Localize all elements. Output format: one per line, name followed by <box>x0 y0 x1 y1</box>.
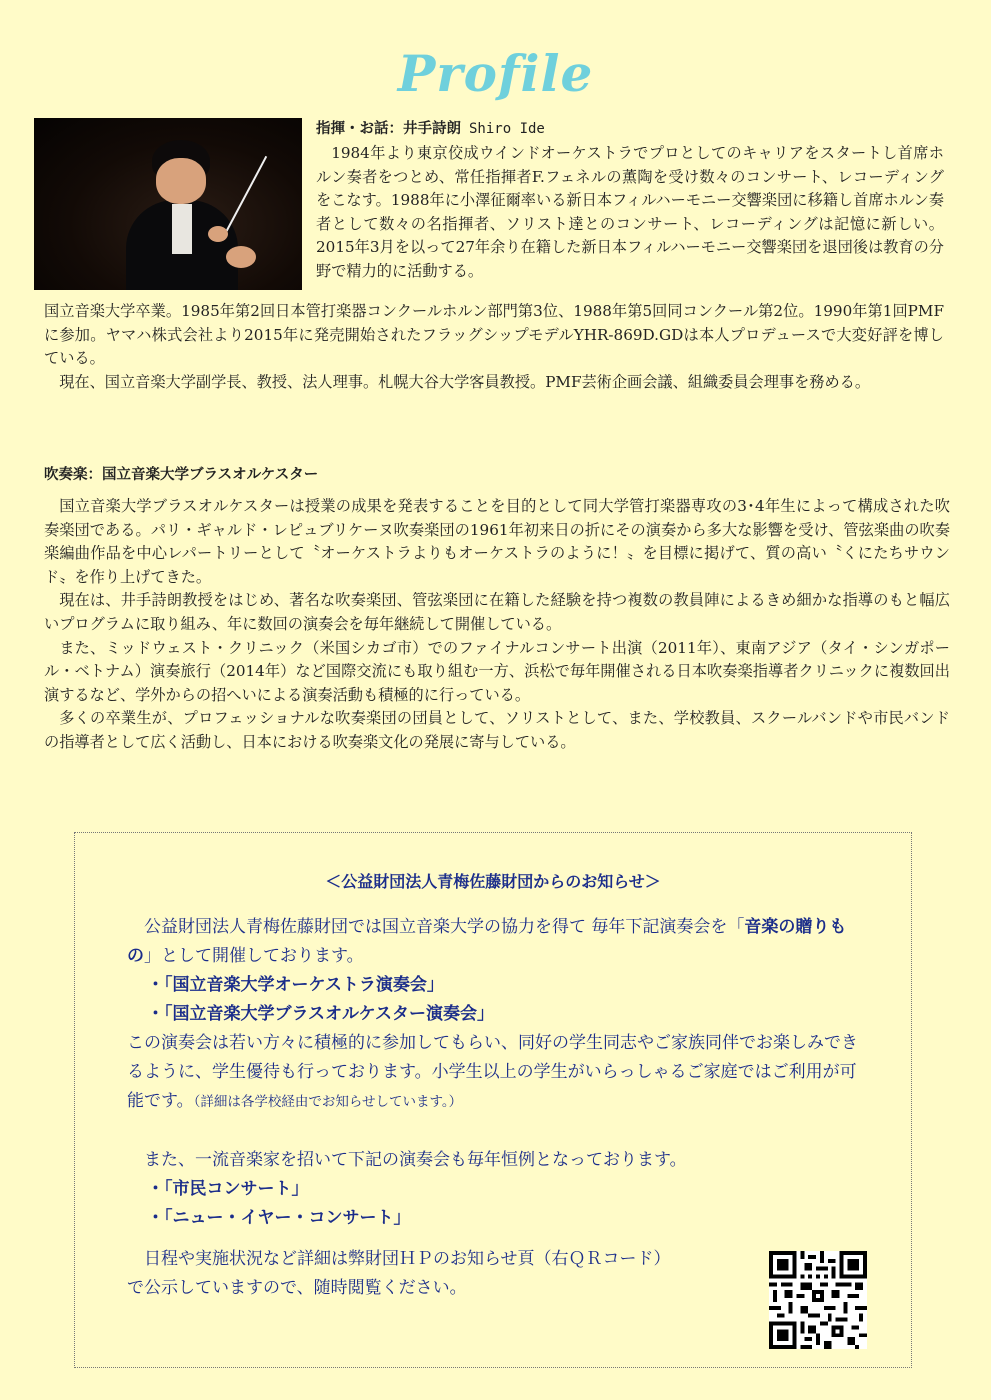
notice-also: また、一流音楽家を招いて下記の演奏会も毎年恒例となっております。 <box>127 1150 687 1170</box>
notice-intro <box>127 913 867 971</box>
qr-code-icon[interactable] <box>769 1251 867 1349</box>
conductor-bio-paragraph: 現在、国立音楽大学副学長、教授、法人理事。札幌大谷大学客員教授。PMF芸術企画会議、組織委員会理事を務める。 <box>59 372 871 391</box>
band-heading: 吹奏楽：国立音楽大学ブラスオルケスター <box>44 467 319 483</box>
notice-item: ・「国立音楽大学オーケストラ演奏会」 <box>147 975 444 995</box>
notice-intro-bold: 音楽の贈りもの <box>127 917 847 966</box>
notice-footer-line: で公示していますので、随時閲覧ください。 <box>127 1278 467 1298</box>
notice-title: ＜公益財団法人青梅佐藤財団からのお知らせ＞ <box>325 872 661 891</box>
conductor-bio-paragraph: 国立音楽大学卒業。1985年第2回日本管打楽器コンクールホルン部門第3位、1988年第5回同コンクール第2位。1990年第1回PMFに参加。ヤマハ株式会社より2015年に発売開始されたフラッグシップモデルYHR-869D.GDは本人プロデュースで大変好評を博している。 <box>44 302 944 368</box>
notice-desc-main: この演奏会は若い方々に積極的に参加してもらい、同好の学生同志やご家族同伴でお楽しみできるように、学生優待も行っております。小学生以上の学生がいらっしゃるご家庭ではご利用が可能です。 <box>127 1033 858 1111</box>
band-paragraph: 多くの卒業生が、プロフェッショナルな吹奏楽団の団員として、ソリストとして、また、学校教員、スクールバンドや市民バンドの指導者として広く活動し、日本における吹奏楽文化の発展に寄与している。 <box>44 709 950 751</box>
page-title: Profile <box>397 44 594 103</box>
notice-intro-pre: 公益財団法人青梅佐藤財団では国立音楽大学の協力を得て 毎年下記演奏会を「 <box>127 917 745 937</box>
notice-item: ・「ニュー・イヤー・コンサート」 <box>147 1208 411 1228</box>
notice-description <box>127 1029 867 1117</box>
notice-body <box>127 913 867 1303</box>
conductor-bio-continued <box>44 300 944 394</box>
conductor-bio-intro: 1984年より東京佼成ウインドオーケストラでプロとしてのキャリアをスタートし首席ホルン奏者をつとめ、常任指揮者F.フェネルの薫陶を受け数々のコンサート、レコーディングをこなす。1988年に小澤征爾率いる新日本フィルハーモニー交響楽団に移籍し首席ホルン奏者として数々の名指揮者、ソリスト達とのコンサート、レコーディングは記憶に新しい。2015年3月を以って27年余り在籍した新日本フィルハーモニー交響楽団を退団後は教育の分野で精力的に活動する。 <box>316 144 944 280</box>
notice-intro-post: 」として開催しております。 <box>144 946 364 966</box>
conductor-heading <box>316 118 545 142</box>
notice-desc-small: （詳細は各学校経由でお知らせしています。） <box>193 1094 463 1110</box>
notice-item: ・「国立音楽大学ブラスオルケスター演奏会」 <box>147 1004 494 1024</box>
conductor-name-latin: Shiro Ide <box>469 121 545 137</box>
band-paragraph: 国立音楽大学ブラスオルケスターは授業の成果を発表することを目的として同大学管打楽器専攻の3･4年生によって構成された吹奏楽団である。パリ・ギャルド・レピュブリケーヌ吹奏楽団の1961年初来日の折にその演奏から多大な影響を受け、管弦楽曲の吹奏楽編曲作品を中心レパートリーとして〝オーケストラよりもオーケストラのように！〟を目標に掲げて、質の高い〝くにたちサウンド〟を作り上げてきた。 <box>44 497 950 586</box>
conductor-photo <box>34 118 302 290</box>
conductor-name-jp: 指揮・お話：井手詩朗 <box>316 121 461 137</box>
notice-footer-line: 日程や実施状況など詳細は弊財団ＨＰのお知らせ頁（右ＱＲコード） <box>127 1249 671 1269</box>
band-description <box>44 495 950 755</box>
band-paragraph: 現在は、井手詩朗教授をはじめ、著名な吹奏楽団、管弦楽団に在籍した経験を持つ複数の教員陣によるきめ細かな指導のもと幅広いプログラムに取り組み、年に数回の演奏会を毎年継続して開催している。 <box>44 591 950 633</box>
band-paragraph: また、ミッドウェスト・クリニック（米国シカゴ市）でのファイナルコンサート出演（2011年）、東南アジア（タイ・シンガポール・ベトナム）演奏旅行（2014年）など国際交流にも取り組む一方、浜松で毎年開催される日本吹奏楽指導者クリニックに複数回出演するなど、学外からの招へいによる演奏活動も積極的に行っている。 <box>44 638 950 704</box>
notice-item: ・「市民コンサート」 <box>147 1179 309 1199</box>
foundation-notice-box <box>74 832 912 1368</box>
